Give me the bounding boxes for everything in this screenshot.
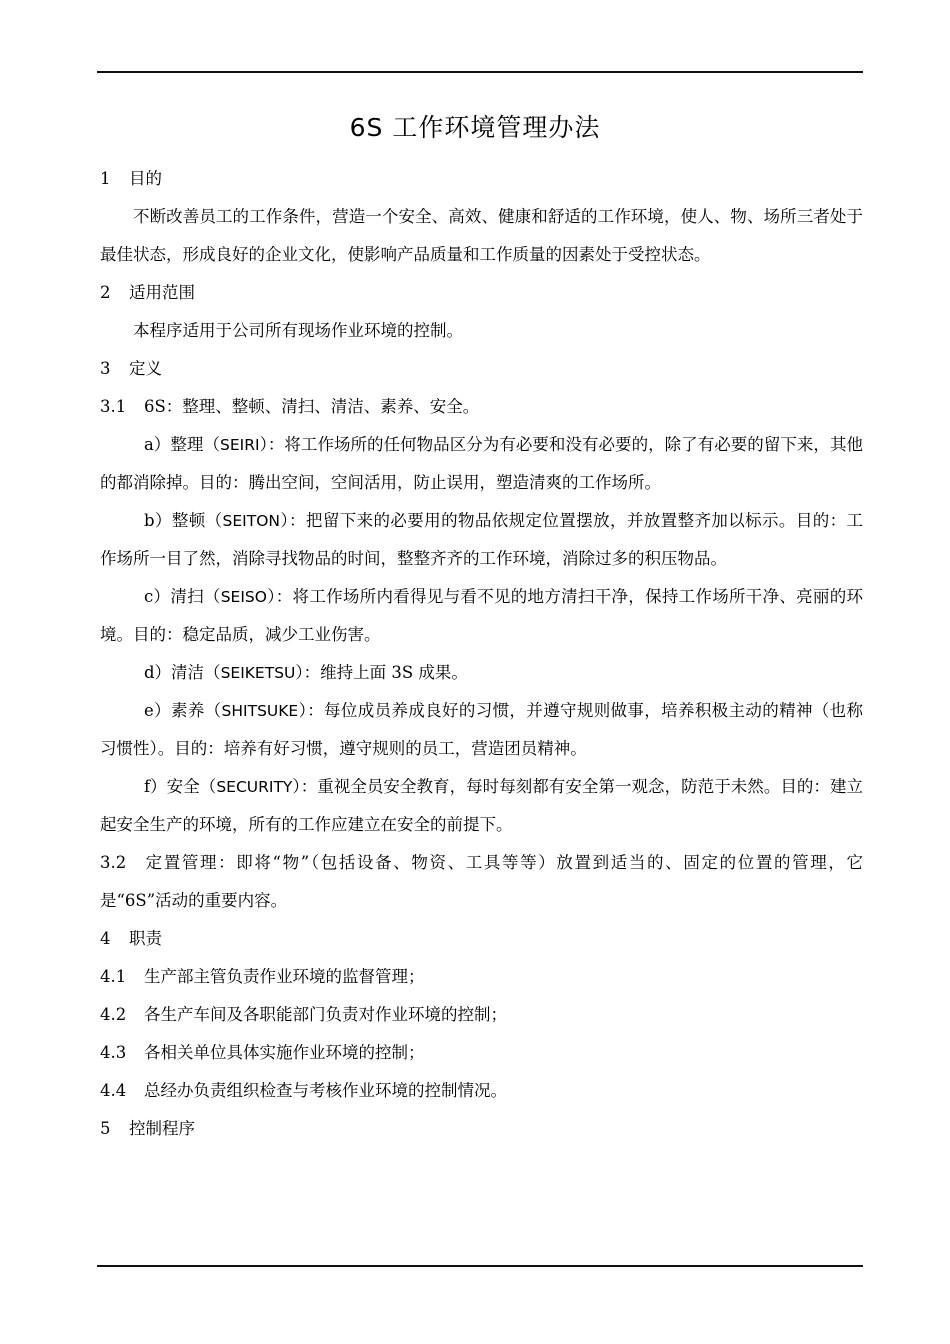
clause-3-2 xyxy=(100,844,863,920)
document-title: 6S 工作环境管理办法 xyxy=(349,113,601,142)
clause-number: 4.3 xyxy=(100,1043,127,1062)
definition-item-a xyxy=(100,426,863,502)
header-rule xyxy=(97,71,863,73)
clause-number: 4.4 xyxy=(100,1081,127,1100)
item-term: SEISO xyxy=(220,588,267,606)
clause-number: 4.2 xyxy=(100,1005,127,1024)
clause-text: 各相关单位具体实施作业环境的控制； xyxy=(144,1043,425,1062)
section-title: 定义 xyxy=(129,359,162,378)
definition-item-c xyxy=(100,578,863,654)
item-term: SEIKETSU xyxy=(220,664,296,682)
clause-3-1 xyxy=(100,388,863,426)
section-heading-3 xyxy=(100,350,863,388)
section-title: 适用范围 xyxy=(129,283,195,302)
section-1-body: 不断改善员工的工作条件，营造一个安全、高效、健康和舒适的工作环境，使人、物、场所三者处于最佳状态，形成良好的企业文化，使影响产品质量和工作质量的因素处于受控状态。 xyxy=(100,207,863,264)
document-body xyxy=(100,160,863,1148)
clause-text: 定置管理：即将“物”（包括设备、物资、工具等等）放置到适当的、固定的位置的管理，它是“6S”活动的重要内容。 xyxy=(100,853,863,910)
item-text: ）：把留下来的必要用的物品依规定位置摆放，并放置整齐加以标示。目的：工作场所一目了然，消除寻找物品的时间，整整齐齐的工作环境，消除过多的积压物品。 xyxy=(100,511,864,568)
clause-number: 3.1 xyxy=(100,397,127,416)
item-prefix: f）安全（ xyxy=(144,777,217,796)
item-text: ）：重视全员安全教育，每时每刻都有安全第一观念，防范于未然。目的：建立起安全生产的环境，所有的工作应建立在安全的前提下。 xyxy=(100,777,864,834)
item-text: ）：将工作场所的任何物品区分为有必要和没有必要的，除了有必要的留下来，其他的都消除掉。目的：腾出空间，空间活用，防止误用，塑造清爽的工作场所。 xyxy=(100,435,863,492)
item-term: SEIRI xyxy=(220,436,260,454)
clause-4-3 xyxy=(100,1034,863,1072)
section-number: 1 xyxy=(100,169,111,188)
item-prefix: e）素养（ xyxy=(144,701,222,720)
section-number: 4 xyxy=(100,929,111,948)
clause-text: 各生产车间及各职能部门负责对作业环境的控制； xyxy=(144,1005,507,1024)
item-prefix: d）清洁（ xyxy=(144,663,221,682)
definition-item-b xyxy=(100,502,863,578)
section-heading-2 xyxy=(100,274,863,312)
footer-rule xyxy=(97,1265,863,1267)
item-prefix: c）清扫（ xyxy=(144,587,221,606)
item-term: SEITON xyxy=(222,512,280,530)
item-text: ）：将工作场所内看得见与看不见的地方清扫干净，保持工作场所干净、亮丽的环境。目的：稳定品质，减少工业伤害。 xyxy=(100,587,864,644)
section-heading-4 xyxy=(100,920,863,958)
clause-number: 3.2 xyxy=(100,853,127,872)
clause-4-4 xyxy=(100,1072,863,1110)
definition-item-f xyxy=(100,768,863,844)
clause-text: 总经办负责组织检查与考核作业环境的控制情况。 xyxy=(144,1081,507,1100)
item-prefix: b）整顿（ xyxy=(144,511,223,530)
section-title: 职责 xyxy=(129,929,162,948)
clause-text: 6S：整理、整顿、清扫、清洁、素养、安全。 xyxy=(144,397,480,416)
item-term: SECURITY xyxy=(216,778,293,796)
item-text: ）：维持上面 3S 成果。 xyxy=(295,663,468,682)
section-title: 控制程序 xyxy=(129,1119,195,1138)
definition-item-e xyxy=(100,692,863,768)
definition-item-d xyxy=(100,654,863,692)
section-heading-1 xyxy=(100,160,863,198)
section-2-body: 本程序适用于公司所有现场作业环境的控制。 xyxy=(133,321,463,340)
section-heading-5 xyxy=(100,1110,863,1148)
item-prefix: a）整理（ xyxy=(144,435,220,454)
section-number: 2 xyxy=(100,283,111,302)
clause-4-1 xyxy=(100,958,863,996)
clause-text: 生产部主管负责作业环境的监督管理； xyxy=(144,967,425,986)
item-term: SHITSUKE xyxy=(221,702,299,720)
item-text: ）：每位成员养成良好的习惯，并遵守规则做事，培养积极主动的精神（也称习惯性）。目的：培养有好习惯，遵守规则的员工，营造团员精神。 xyxy=(100,701,864,758)
section-number: 3 xyxy=(100,359,111,378)
clause-4-2 xyxy=(100,996,863,1034)
clause-number: 4.1 xyxy=(100,967,127,986)
section-number: 5 xyxy=(100,1119,111,1138)
section-title: 目的 xyxy=(129,169,162,188)
